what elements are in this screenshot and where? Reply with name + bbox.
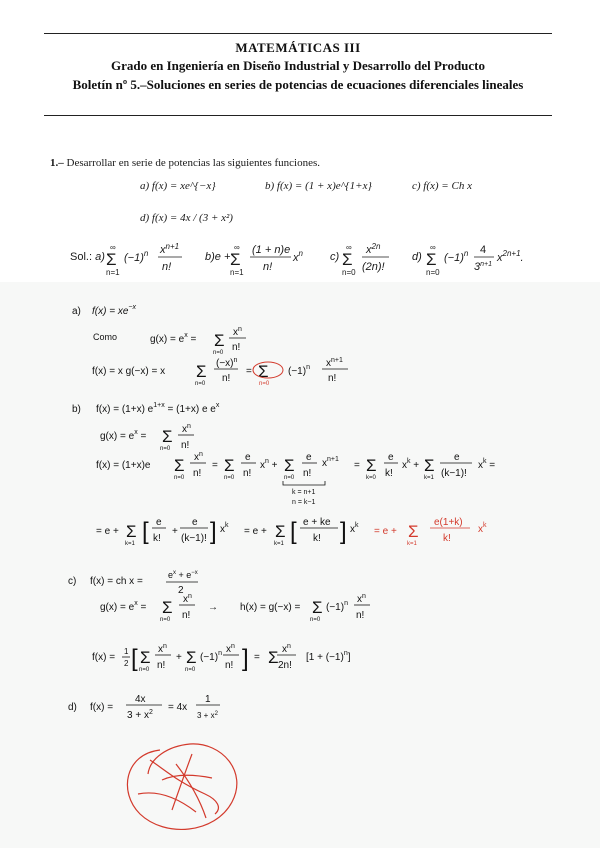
svg-text:Σ: Σ xyxy=(408,522,419,541)
svg-text:k!: k! xyxy=(153,533,161,544)
svg-text:Σ: Σ xyxy=(126,522,137,541)
svg-text:xk: $x^k$ xyxy=(220,522,229,535)
notes-b-label: b) xyxy=(72,404,81,415)
svg-text:2n!: 2n! xyxy=(278,660,292,671)
svg-text:xn+1: $x^{n+1}$ xyxy=(160,242,180,256)
svg-text:(−1)n: $(-1)^n$ xyxy=(200,650,222,663)
svg-text:xk +: $x^k$ + xyxy=(402,458,420,471)
svg-text:(−1)n: $(-1)^n$ xyxy=(288,364,310,377)
svg-text:n!: n! xyxy=(162,261,172,273)
svg-text:Σ: Σ xyxy=(258,362,269,381)
svg-text:=: = xyxy=(212,460,218,471)
svg-text:= e +: = e + xyxy=(244,526,267,537)
notes-b-line1: f(x) = (1+x) $e^{1+x} = (1+x)$ e $e^x$ xyxy=(96,402,220,415)
svg-text:]: ] xyxy=(242,645,249,672)
svg-text:2: 2 xyxy=(124,659,129,668)
svg-text:n!: n! xyxy=(356,610,365,621)
svg-text:n=0: n=0 xyxy=(160,446,171,452)
top-rule xyxy=(44,33,552,34)
svg-text:k=1: k=1 xyxy=(274,541,284,547)
svg-text:Σ: Σ xyxy=(366,456,377,475)
svg-text:+: + xyxy=(172,526,178,537)
svg-text:n=0: n=0 xyxy=(139,667,150,673)
notes-d-line1: f(x) = xyxy=(90,702,114,713)
notes-d-label: d) xyxy=(68,702,77,713)
svg-text:1: 1 xyxy=(205,694,211,705)
svg-text:∞: ∞ xyxy=(430,243,436,252)
svg-text:xn: $x^n$ xyxy=(233,326,242,338)
svg-text:n!: n! xyxy=(157,660,166,671)
solutions-label: Sol.: a) xyxy=(70,251,105,263)
svg-text:k!: k! xyxy=(313,533,321,544)
svg-text:n=0: n=0 xyxy=(195,381,206,387)
problem-number: 1.– xyxy=(50,157,64,169)
svg-text:n!: n! xyxy=(263,261,273,273)
svg-text:(k−1)!: (k−1)! xyxy=(181,533,207,544)
svg-text:Σ: Σ xyxy=(312,598,323,617)
svg-text:k=0: k=0 xyxy=(366,475,376,481)
svg-text:Σ: Σ xyxy=(174,456,185,475)
svg-text:(−x)n: $(-x)^n$ xyxy=(216,357,238,369)
function-c: c) f(x) = Ch x xyxy=(412,180,472,192)
svg-text:c): c) xyxy=(330,251,340,263)
svg-text:k=1: k=1 xyxy=(424,475,434,481)
svg-text:(2n)!: (2n)! xyxy=(362,261,385,273)
svg-text:k=1: k=1 xyxy=(125,541,135,547)
svg-text:n=1: n=1 xyxy=(106,268,120,277)
svg-text:e: e xyxy=(156,517,162,528)
red-scribble xyxy=(127,744,236,830)
notes-a-g: $g(x) = e^x$ = xyxy=(150,332,197,345)
svg-text:n!: n! xyxy=(222,373,231,384)
course-title: MATEMÁTICAS III xyxy=(235,40,361,55)
svg-text:Σ: Σ xyxy=(224,456,235,475)
svg-text:e: e xyxy=(245,452,251,463)
svg-text:[: [ xyxy=(142,518,149,545)
svg-text:xn: $x^n$ xyxy=(226,643,235,655)
svg-text:n=0: n=0 xyxy=(213,350,224,356)
svg-text:]: ] xyxy=(340,518,347,545)
svg-text:Σ: Σ xyxy=(424,456,435,475)
notes-b-g: $g(x) = e^x$ = xyxy=(100,429,147,442)
svg-text:Σ: Σ xyxy=(275,522,286,541)
notes-a-line1: $f(x) = xe^{-x}$ xyxy=(92,304,136,317)
svg-text:xn+1: $x^{n+1}$ xyxy=(322,456,339,469)
svg-text:n!: n! xyxy=(232,342,241,353)
svg-text:(−1)n: $(-1)^n$ xyxy=(326,600,348,613)
svg-text:n!: n! xyxy=(328,373,337,384)
degree-title: Grado en Ingeniería en Diseño Industrial y Desarrollo del Producto xyxy=(111,58,485,73)
svg-text:e: e xyxy=(388,452,394,463)
svg-text:x2n: $x^{2n}$ xyxy=(366,242,381,256)
svg-text:Σ: Σ xyxy=(186,648,197,667)
problem-statement xyxy=(50,157,320,169)
notes-c-g: $g(x) = e^x$ = xyxy=(100,600,147,613)
notes-c-line1: f(x) = ch x = xyxy=(90,576,143,587)
svg-text:Σ: Σ xyxy=(162,598,173,617)
notes-a-como: Como xyxy=(93,332,118,342)
svg-text:(−1)n: $(-1)^n$ xyxy=(124,249,149,264)
svg-text:n=0: n=0 xyxy=(160,617,171,623)
svg-text:Σ: Σ xyxy=(230,250,241,269)
svg-text:(k−1)!: (k−1)! xyxy=(441,468,467,479)
svg-text:k!: k! xyxy=(443,533,451,544)
bottom-rule xyxy=(44,115,552,116)
svg-text:∞: ∞ xyxy=(346,243,352,252)
svg-text:∞: ∞ xyxy=(234,243,240,252)
svg-text:Σ: Σ xyxy=(162,427,173,446)
svg-text:xk: $x^k$ xyxy=(478,522,487,535)
svg-text:n!: n! xyxy=(193,468,202,479)
notes-b-result xyxy=(374,517,487,547)
svg-text:Σ: Σ xyxy=(214,331,225,350)
svg-text:n=1: n=1 xyxy=(230,268,244,277)
svg-text:2: 2 xyxy=(178,585,184,596)
svg-text:xn: $x^n$ xyxy=(182,423,191,435)
notes-b-sub1: k = n+1 xyxy=(292,489,316,496)
svg-text:Σ: Σ xyxy=(196,362,207,381)
svg-text:xn +: $x^n$ + xyxy=(260,458,278,471)
svg-text:xn: $x^n$ xyxy=(183,593,192,605)
bulletin-title: Boletín nº 5.–Soluciones en series de potencias de ecuaciones diferenciales lineales xyxy=(72,77,524,92)
svg-text:e(1+k): e(1+k) xyxy=(434,517,463,528)
svg-text:n=0: n=0 xyxy=(310,617,321,623)
notes-canvas xyxy=(0,282,600,848)
svg-text:xn: $x^n$ xyxy=(357,593,366,605)
svg-text:n!: n! xyxy=(225,660,234,671)
notes-a-line3: f(x) = x g(−x) = x xyxy=(92,366,166,377)
svg-text:ex + e−x: $e^x + e^{-x}$ xyxy=(168,570,198,580)
svg-text:n!: n! xyxy=(181,440,190,451)
svg-text:d): d) xyxy=(412,251,422,263)
svg-text:n=0: n=0 xyxy=(185,667,196,673)
svg-text:n=0: n=0 xyxy=(259,381,270,387)
svg-text:e + ke: e + ke xyxy=(303,517,331,528)
solutions-line xyxy=(0,238,600,282)
svg-text:= 4x: = 4x xyxy=(168,702,188,713)
svg-text:n=0: n=0 xyxy=(174,475,185,481)
svg-text:n=0: n=0 xyxy=(224,475,235,481)
svg-text:∞: ∞ xyxy=(110,243,116,252)
svg-text:xn: $x^n$ xyxy=(282,643,291,655)
svg-text:4: 4 xyxy=(480,244,487,256)
svg-text:n!: n! xyxy=(303,468,312,479)
svg-text:Σ: Σ xyxy=(342,250,353,269)
svg-text:=: = xyxy=(254,652,260,663)
svg-text:3 + x2: $3 + x^2$ xyxy=(127,709,153,721)
svg-text:n!: n! xyxy=(182,610,191,621)
svg-text:n=0: n=0 xyxy=(426,268,440,277)
svg-text:xn: $x^n$ xyxy=(293,249,303,264)
problem-text: Desarrollar en serie de potencias las siguientes funciones. xyxy=(66,157,321,169)
notes-b-sub2: n = k−1 xyxy=(292,499,316,506)
notes-b-line3: f(x) = (1+x)e xyxy=(96,460,151,471)
svg-text:Σ: Σ xyxy=(140,648,151,667)
svg-text:k!: k! xyxy=(385,468,393,479)
function-d: d) f(x) = 4x / (3 + x²) xyxy=(140,212,233,224)
notes-c-label: c) xyxy=(68,576,77,587)
svg-text:Σ: Σ xyxy=(106,250,117,269)
notes-b-line4: = e + xyxy=(96,526,119,537)
svg-text:(−1)n: $(-1)^n$ xyxy=(444,249,469,264)
svg-text:k=1: k=1 xyxy=(407,541,417,547)
svg-text:=: = xyxy=(246,366,252,377)
svg-text:[1 + (−1)n]: $[1 + (-1)^n]$ xyxy=(306,650,351,663)
svg-text:Σ: Σ xyxy=(284,456,295,475)
svg-text:4x: 4x xyxy=(135,694,146,705)
notes-c-line3: f(x) = xyxy=(92,652,116,663)
svg-text:n=0: n=0 xyxy=(284,475,295,481)
svg-text:]: ] xyxy=(210,518,217,545)
svg-text:xn+1: $x^{n+1}$ xyxy=(326,357,343,369)
svg-text:xk: $x^k$ xyxy=(350,522,359,535)
function-b: b) f(x) = (1 + x)e^{1+x} xyxy=(265,180,372,192)
svg-text:Σ: Σ xyxy=(268,648,279,667)
svg-text:[: [ xyxy=(131,645,138,672)
svg-text:n!: n! xyxy=(243,468,252,479)
svg-text:x2n+1.: $x^{2n+1}$. xyxy=(497,249,524,264)
svg-text:Σ: Σ xyxy=(426,250,437,269)
svg-text:+: + xyxy=(176,652,182,663)
notes-a-label: a) xyxy=(72,306,81,317)
svg-text:3 + x2: $3 + x^2$ xyxy=(197,711,218,720)
function-a: a) f(x) = xe^{−x} xyxy=(140,180,216,192)
svg-text:n=0: n=0 xyxy=(342,268,356,277)
svg-text:e: e xyxy=(306,452,312,463)
svg-text:b)e +: b)e + xyxy=(205,251,231,263)
svg-text:xk =: $x^k$ = xyxy=(478,458,496,471)
svg-text:3n+1: $3^{n+1}$ xyxy=(474,261,492,273)
svg-text:h(x) = g(−x) =: h(x) = g(−x) = xyxy=(240,602,301,613)
svg-text:e: e xyxy=(454,452,460,463)
svg-text:1: 1 xyxy=(124,647,129,656)
svg-text:xn: $x^n$ xyxy=(194,451,203,463)
svg-text:= e +: = e + xyxy=(374,526,397,537)
svg-text:→: → xyxy=(208,602,218,613)
handwritten-notes xyxy=(0,282,600,848)
svg-text:e: e xyxy=(192,517,198,528)
svg-text:xn: $x^n$ xyxy=(158,643,167,655)
typed-section xyxy=(0,0,600,282)
svg-text:[: [ xyxy=(290,518,297,545)
svg-text:=: = xyxy=(354,460,360,471)
svg-text:(1 + n)e: (1 + n)e xyxy=(252,244,291,256)
